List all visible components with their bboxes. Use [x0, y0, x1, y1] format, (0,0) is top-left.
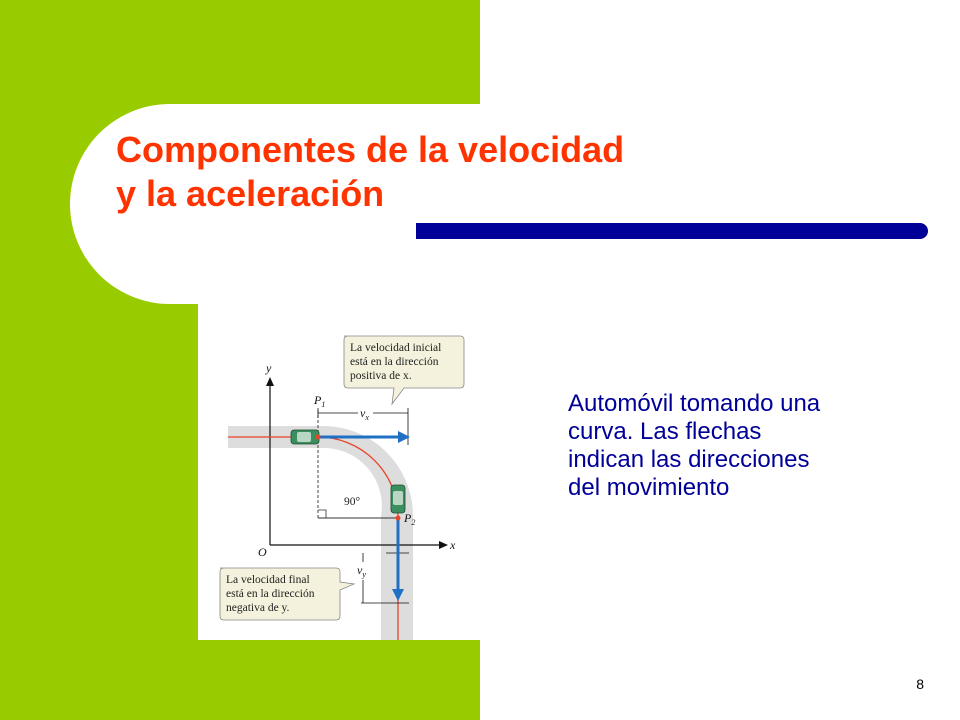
callout-final-velocity	[220, 568, 354, 620]
angle-label: 90°	[344, 496, 361, 508]
p1-label: $P_1$	[314, 393, 326, 409]
title-accent-bar	[416, 223, 928, 239]
vy-label: $v_y$	[357, 563, 366, 579]
x-axis-arrowhead	[439, 541, 448, 549]
figure-caption	[568, 390, 928, 502]
p1-point	[316, 435, 321, 440]
car-at-p2	[391, 485, 405, 513]
slide-title-line-2: y la aceleración	[116, 173, 385, 214]
page-number: 8	[916, 676, 924, 692]
callout-initial-line-2: está en la dirección	[350, 356, 439, 368]
p2-label: $P_2$	[404, 511, 416, 527]
p2-point	[396, 516, 401, 521]
car-at-p1	[291, 430, 319, 444]
car-curve-diagram	[198, 300, 480, 640]
caption-line-4: del movimiento	[568, 474, 730, 501]
right-angle-marker	[318, 510, 326, 518]
callout-initial-line-1: La velocidad inicial	[350, 342, 442, 354]
callout-final-line-3: negativa de y.	[226, 602, 290, 614]
callout-initial-velocity	[344, 336, 464, 404]
caption-line-1: Automóvil tomando una	[568, 390, 821, 417]
caption-line-2: curva. Las flechas	[568, 418, 762, 445]
callout-initial-line-3: positiva de x.	[350, 370, 412, 382]
callout-final-line-2: está en la dirección	[226, 588, 315, 600]
caption-line-3: indican las direcciones	[568, 446, 810, 473]
slide-title	[116, 128, 624, 216]
y-axis-label: y	[266, 361, 272, 375]
callout-final-line-1: La velocidad final	[226, 574, 310, 586]
x-axis-label: x	[450, 538, 456, 552]
vx-label: $v_x$	[360, 406, 369, 422]
origin-label: O	[258, 545, 267, 559]
y-axis-arrowhead	[266, 377, 274, 386]
slide-title-line-1: Componentes de la velocidad	[116, 129, 625, 170]
